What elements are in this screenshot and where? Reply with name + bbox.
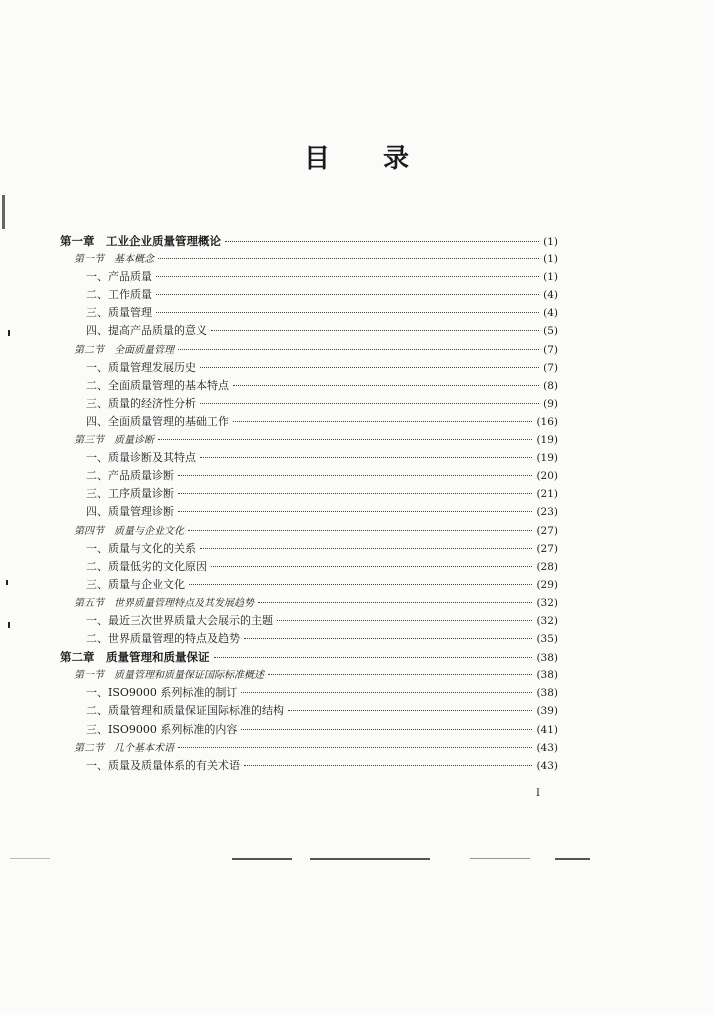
toc-item-row xyxy=(60,413,558,431)
toc-entry-label: 第三节 质量诊断 xyxy=(74,435,154,447)
toc-entry-label: 第二章 质量管理和质量保证 xyxy=(60,650,210,665)
toc-entry-label: 一、最近三次世界质量大会展示的主题 xyxy=(86,613,273,627)
dot-leader xyxy=(214,657,533,658)
toc-entry-label: 二、世界质量管理的特点及趋势 xyxy=(86,632,240,646)
toc-page-number: (32) xyxy=(536,596,558,609)
dot-leader xyxy=(225,241,539,242)
dot-leader xyxy=(211,566,532,567)
toc-item-row xyxy=(60,702,558,720)
toc-entry-label: 第一节 基本概念 xyxy=(74,254,154,266)
toc-entry-label: 四、全面质量管理的基础工作 xyxy=(86,414,229,428)
toc-entry-label: 第二节 几个基本术语 xyxy=(74,742,174,754)
toc-item-row xyxy=(60,359,558,377)
toc-entry-label: 一、质量管理发展历史 xyxy=(86,360,196,374)
dot-leader xyxy=(156,294,539,295)
toc-page-number: (32) xyxy=(536,614,558,627)
scan-edge-line xyxy=(310,858,430,860)
toc-item-row xyxy=(60,395,558,413)
toc-item-row xyxy=(60,467,558,485)
toc-page-number: (7) xyxy=(543,343,558,356)
toc-item-row xyxy=(60,449,558,467)
toc-entry-label: 二、全面质量管理的基本特点 xyxy=(86,378,229,392)
toc-item-row xyxy=(60,721,558,739)
toc-entry-label: 一、质量及质量体系的有关术语 xyxy=(86,758,240,772)
toc-entry-label: 三、工序质量诊断 xyxy=(86,487,174,501)
toc-entry-label: 二、工作质量 xyxy=(86,288,152,302)
dot-leader xyxy=(178,511,532,512)
toc-entry-label: 四、质量管理诊断 xyxy=(86,505,174,519)
dot-leader xyxy=(288,710,532,711)
toc-page-number: (19) xyxy=(536,452,558,465)
toc-entry-label: 一、质量诊断及其特点 xyxy=(86,451,196,465)
dot-leader xyxy=(277,620,532,621)
scan-speck xyxy=(8,330,10,336)
toc-page-number: (19) xyxy=(536,434,558,447)
dot-leader xyxy=(178,747,532,748)
toc-entry-label: 四、提高产品质量的意义 xyxy=(86,324,207,338)
toc-page-number: (35) xyxy=(536,633,558,646)
toc-item-row xyxy=(60,377,558,395)
dot-leader xyxy=(244,638,532,639)
dot-leader xyxy=(211,330,539,331)
toc-item-row xyxy=(60,540,558,558)
scan-edge-line xyxy=(10,858,50,859)
toc-section-row xyxy=(60,250,558,268)
toc-item-row xyxy=(60,684,558,702)
dot-leader xyxy=(200,403,539,404)
dot-leader xyxy=(200,367,539,368)
toc-page-number: (41) xyxy=(536,723,558,736)
toc-page-number: (38) xyxy=(536,669,558,682)
toc-entry-label: 二、质量管理和质量保证国际标准的结构 xyxy=(86,704,284,718)
dot-leader xyxy=(156,276,539,277)
toc-page-number: (43) xyxy=(536,759,558,772)
dot-leader xyxy=(156,312,539,313)
toc-section-row xyxy=(60,666,558,684)
toc-page-number: (5) xyxy=(543,325,558,338)
scan-speck xyxy=(6,580,8,585)
toc-item-row xyxy=(60,485,558,503)
table-of-contents xyxy=(60,232,558,775)
dot-leader xyxy=(241,729,532,730)
toc-item-row xyxy=(60,322,558,340)
toc-entry-label: 三、ISO9000 系列标准的内容 xyxy=(86,722,238,736)
toc-page-number: (1) xyxy=(543,271,558,284)
scan-speck xyxy=(8,622,10,628)
toc-page-number: (28) xyxy=(536,560,558,573)
scan-edge-line xyxy=(470,858,530,859)
toc-item-row xyxy=(60,503,558,521)
dot-leader xyxy=(233,385,539,386)
toc-entry-label: 第一节 质量管理和质量保证国际标准概述 xyxy=(74,670,264,682)
page-folio: I xyxy=(536,788,540,799)
scan-speck xyxy=(2,195,5,229)
toc-section-row xyxy=(60,739,558,757)
toc-entry-label: 三、质量的经济性分析 xyxy=(86,396,196,410)
page-title: 目 录 xyxy=(303,144,432,174)
toc-chapter-row xyxy=(60,232,558,250)
toc-page-number: (27) xyxy=(536,524,558,537)
toc-section-row xyxy=(60,594,558,612)
toc-page-number: (1) xyxy=(543,236,558,248)
dot-leader xyxy=(268,674,532,675)
toc-chapter-row xyxy=(60,648,558,666)
toc-item-row xyxy=(60,757,558,775)
toc-page-number: (23) xyxy=(536,506,558,519)
dot-leader xyxy=(178,349,539,350)
toc-entry-label: 三、质量管理 xyxy=(86,306,152,320)
toc-entry-label: 第五节 世界质量管理特点及其发展趋势 xyxy=(74,597,254,609)
toc-entry-label: 二、质量低劣的文化原因 xyxy=(86,559,207,573)
toc-page-number: (29) xyxy=(536,578,558,591)
toc-item-row xyxy=(60,612,558,630)
toc-page-number: (43) xyxy=(536,741,558,754)
toc-page-number: (9) xyxy=(543,397,558,410)
dot-leader xyxy=(241,692,532,693)
scan-edge-line xyxy=(555,858,590,860)
toc-page-number: (39) xyxy=(536,705,558,718)
dot-leader xyxy=(178,493,532,494)
dot-leader xyxy=(258,602,532,603)
toc-page-number: (38) xyxy=(536,652,558,665)
toc-entry-label: 一、质量与文化的关系 xyxy=(86,541,196,555)
toc-section-row xyxy=(60,522,558,540)
dot-leader xyxy=(189,584,532,585)
dot-leader xyxy=(158,439,532,440)
toc-item-row xyxy=(60,304,558,322)
toc-page-number: (21) xyxy=(536,488,558,501)
toc-entry-label: 第一章 工业企业质量管理概论 xyxy=(60,234,221,248)
toc-item-row xyxy=(60,558,558,576)
toc-item-row xyxy=(60,630,558,648)
toc-page-number: (4) xyxy=(543,307,558,320)
dot-leader xyxy=(158,258,539,259)
toc-entry-label: 一、产品质量 xyxy=(86,270,152,284)
dot-leader xyxy=(200,548,532,549)
toc-entry-label: 一、ISO9000 系列标准的制订 xyxy=(86,686,238,700)
dot-leader xyxy=(244,765,532,766)
toc-section-row xyxy=(60,431,558,449)
scan-edge-line xyxy=(232,858,292,860)
toc-entry-label: 第四节 质量与企业文化 xyxy=(74,525,184,537)
toc-item-row xyxy=(60,268,558,286)
toc-page-number: (4) xyxy=(543,289,558,302)
toc-entry-label: 三、质量与企业文化 xyxy=(86,577,185,591)
dot-leader xyxy=(178,475,532,476)
dot-leader xyxy=(200,457,532,458)
dot-leader xyxy=(233,421,532,422)
toc-entry-label: 第二节 全面质量管理 xyxy=(74,344,174,356)
toc-page-number: (16) xyxy=(536,415,558,428)
toc-item-row xyxy=(60,286,558,304)
toc-page-number: (20) xyxy=(536,470,558,483)
toc-page-number: (38) xyxy=(536,687,558,700)
toc-page-number: (1) xyxy=(543,253,558,266)
dot-leader xyxy=(188,530,532,531)
toc-page-number: (8) xyxy=(543,379,558,392)
toc-page-number: (27) xyxy=(536,542,558,555)
toc-page-number: (7) xyxy=(543,361,558,374)
toc-section-row xyxy=(60,341,558,359)
toc-entry-label: 二、产品质量诊断 xyxy=(86,469,174,483)
toc-item-row xyxy=(60,576,558,594)
